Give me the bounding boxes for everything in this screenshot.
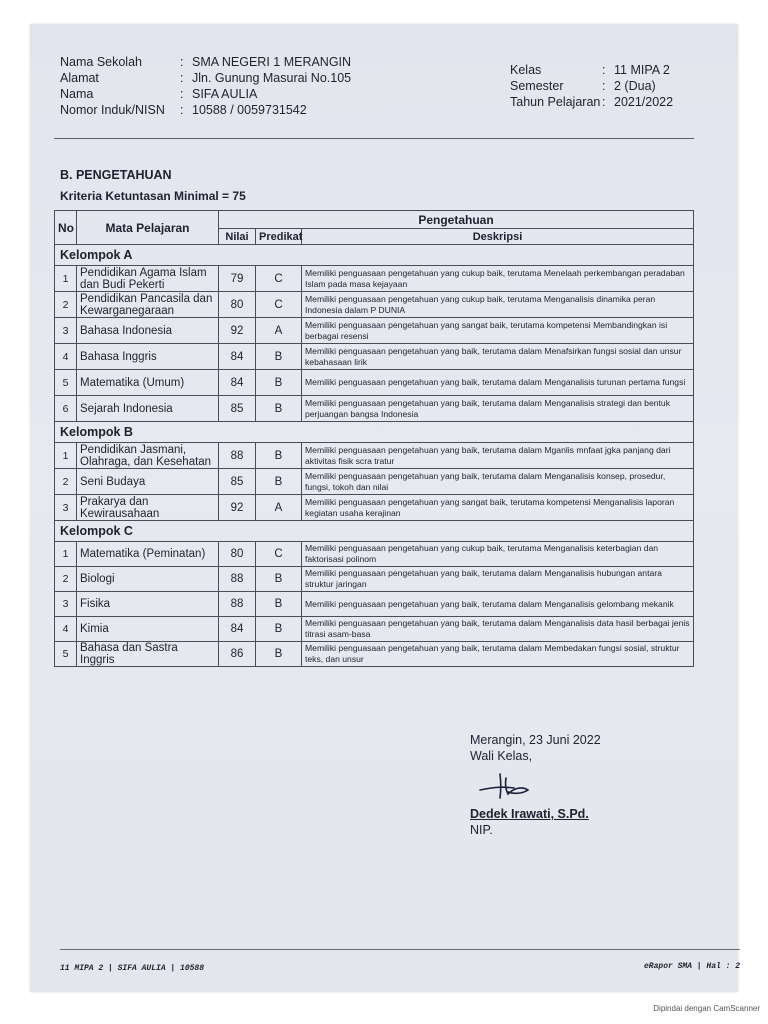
- table-row: [55, 443, 694, 469]
- row-number: 2: [55, 469, 77, 495]
- table-row: [55, 542, 694, 567]
- report-sheet: [54, 52, 698, 837]
- description-text: Memiliki penguasaan pengetahuan yang baik, terutama dalam Menganalisis strategi dan bentuk perjuangan bangsa Indonesia: [302, 396, 694, 422]
- kkm-line: [60, 189, 246, 203]
- group-title: Kelompok B: [55, 422, 694, 443]
- score-value: 85: [219, 396, 256, 422]
- subject-name: Fisika: [77, 592, 219, 617]
- subject-name: Pendidikan Agama Islam dan Budi Pekerti: [77, 266, 219, 292]
- info-semester: Semester : 2 (Dua): [510, 79, 656, 93]
- predicate-value: C: [256, 542, 302, 567]
- info-label: Alamat: [60, 71, 99, 85]
- predicate-value: A: [256, 495, 302, 521]
- subject-name: Bahasa Inggris: [77, 344, 219, 370]
- col-header-predicate: Predikat: [256, 229, 302, 245]
- kkm-label: Kriteria Ketuntasan Minimal: [60, 189, 219, 203]
- predicate-value: B: [256, 567, 302, 592]
- class-info: [510, 62, 673, 110]
- group-row: [55, 422, 694, 443]
- score-value: 79: [219, 266, 256, 292]
- subject-name: Biologi: [77, 567, 219, 592]
- table-row: [55, 292, 694, 318]
- teacher-name: Dedek Irawati, S.Pd.: [470, 807, 589, 821]
- scanner-watermark: Dipindai dengan CamScanner: [653, 1004, 760, 1013]
- predicate-value: A: [256, 318, 302, 344]
- info-value: 2021/2022: [614, 95, 674, 109]
- table-row: [55, 266, 694, 292]
- header-divider: [54, 138, 694, 139]
- score-value: 84: [219, 344, 256, 370]
- subject-name: Seni Budaya: [77, 469, 219, 495]
- col-header-no: No: [55, 211, 77, 245]
- table-row: [55, 495, 694, 521]
- score-value: 84: [219, 617, 256, 642]
- row-number: 3: [55, 318, 77, 344]
- table-row: [55, 642, 694, 667]
- info-class: Kelas : 11 MIPA 2: [510, 63, 670, 77]
- description-text: Memiliki penguasaan pengetahuan yang baik, terutama dalam Menganalisis data hasil berbagai jenis titrasi asam-basa: [302, 617, 694, 642]
- info-label: Tahun Pelajaran: [510, 95, 601, 109]
- predicate-value: B: [256, 344, 302, 370]
- description-text: Memiliki penguasaan pengetahuan yang sangat baik, terutama kompetensi Menganalisis laporan kegiatan usaha kerajinan: [302, 495, 694, 521]
- description-text: Memiliki penguasaan pengetahuan yang baik, terutama dalam Mganlis mnfaat jgka panjang dari aktivitas fisik scra tratur: [302, 443, 694, 469]
- info-name: Nama : SIFA AULIA: [60, 87, 258, 101]
- kkm-value: 75: [232, 189, 246, 203]
- row-number: 6: [55, 396, 77, 422]
- info-value: 2 (Dua): [614, 79, 656, 93]
- predicate-value: B: [256, 396, 302, 422]
- info-value: 11 MIPA 2: [614, 63, 670, 77]
- info-school: Nama Sekolah : SMA NEGERI 1 MERANGIN: [60, 55, 352, 69]
- footer-student: 11 MIPA 2 | SIFA AULIA | 10588: [60, 964, 205, 973]
- info-nisn: Nomor Induk/NISN : 10588 / 0059731542: [60, 103, 307, 117]
- description-text: Memiliki penguasaan pengetahuan yang sangat baik, terutama kompetensi Membandingkan isi berbagai resensi: [302, 318, 694, 344]
- table-row: [55, 396, 694, 422]
- row-number: 1: [55, 542, 77, 567]
- row-number: 1: [55, 443, 77, 469]
- description-text: Memiliki penguasaan pengetahuan yang baik, terutama dalam Membedakan fungsi sosial, struktur teks, dan unsur: [302, 642, 694, 667]
- subject-name: Matematika (Peminatan): [77, 542, 219, 567]
- row-number: 4: [55, 344, 77, 370]
- subject-name: Matematika (Umum): [77, 370, 219, 396]
- score-value: 88: [219, 592, 256, 617]
- footer-page: eRapor SMA | Hal : 2: [643, 962, 740, 971]
- description-text: Memiliki penguasaan pengetahuan yang cukup baik, terutama Menganalisis dinamika peran Indonesia dalam P DUNIA: [302, 292, 694, 318]
- row-number: 3: [55, 592, 77, 617]
- predicate-value: C: [256, 292, 302, 318]
- info-label: Nama Sekolah: [60, 55, 142, 69]
- predicate-value: B: [256, 642, 302, 667]
- score-value: 88: [219, 567, 256, 592]
- subject-name: Pendidikan Pancasila dan Kewarganegaraan: [77, 292, 219, 318]
- table-row: [55, 344, 694, 370]
- col-header-description: Deskripsi: [302, 229, 694, 245]
- score-value: 85: [219, 469, 256, 495]
- row-number: 4: [55, 617, 77, 642]
- description-text: Memiliki penguasaan pengetahuan yang cukup baik, terutama Menelaah perkembangan peradaban Islam pada masa kejayaan: [302, 266, 694, 292]
- subject-name: Kimia: [77, 617, 219, 642]
- student-info: [60, 54, 351, 118]
- table-row: [55, 592, 694, 617]
- description-text: Memiliki penguasaan pengetahuan yang cukup baik, terutama Menganalisis keterbagian dan faktorisasi polinom: [302, 542, 694, 567]
- group-row: [55, 245, 694, 266]
- info-value: SMA NEGERI 1 MERANGIN: [192, 55, 352, 69]
- score-value: 80: [219, 542, 256, 567]
- row-number: 1: [55, 266, 77, 292]
- sign-place-date: Merangin, 23 Juni 2022: [470, 733, 601, 747]
- row-number: 5: [55, 642, 77, 667]
- report-card-page: [30, 24, 738, 992]
- description-text: Memiliki penguasaan pengetahuan yang baik, terutama dalam Menganalisis gelombang mekanik: [302, 592, 694, 617]
- info-value: Jln. Gunung Masurai No.105: [192, 71, 352, 85]
- info-year: Tahun Pelajaran : 2021/2022: [510, 95, 674, 109]
- group-row: [55, 521, 694, 542]
- row-number: 2: [55, 567, 77, 592]
- teacher-nip: NIP.: [470, 823, 493, 837]
- sign-role: Wali Kelas,: [470, 749, 533, 763]
- predicate-value: B: [256, 617, 302, 642]
- subject-name: Sejarah Indonesia: [77, 396, 219, 422]
- col-header-subject: Mata Pelajaran: [77, 211, 219, 245]
- col-header-knowledge: Pengetahuan: [219, 211, 694, 229]
- grades-body: [55, 245, 694, 667]
- info-address: Alamat : Jln. Gunung Masurai No.105: [60, 71, 352, 85]
- score-value: 88: [219, 443, 256, 469]
- table-row: [55, 567, 694, 592]
- kkm-separator: =: [222, 189, 230, 203]
- table-row: [55, 318, 694, 344]
- col-header-score: Nilai: [219, 229, 256, 245]
- info-label: Kelas: [510, 63, 542, 77]
- score-value: 80: [219, 292, 256, 318]
- description-text: Memiliki penguasaan pengetahuan yang baik, terutama dalam Menganalisis konsep, prosedur, fungsi, tokoh dan nilai: [302, 469, 694, 495]
- signature-block: [470, 732, 601, 838]
- info-label: Nomor Induk/NISN: [60, 103, 165, 117]
- subject-name: Pendidikan Jasmani, Olahraga, dan Kesehatan: [77, 443, 219, 469]
- predicate-value: B: [256, 592, 302, 617]
- info-label: Semester: [510, 79, 564, 93]
- description-text: Memiliki penguasaan pengetahuan yang baik, terutama dalam Menafsirkan fungsi sosial dan unsur kebahasaan lirik: [302, 344, 694, 370]
- score-value: 86: [219, 642, 256, 667]
- table-row: [55, 370, 694, 396]
- group-title: Kelompok A: [55, 245, 694, 266]
- predicate-value: B: [256, 370, 302, 396]
- row-number: 2: [55, 292, 77, 318]
- description-text: Memiliki penguasaan pengetahuan yang baik, terutama dalam Menganalisis hubungan antara struktur jaringan: [302, 567, 694, 592]
- predicate-value: B: [256, 469, 302, 495]
- predicate-value: B: [256, 443, 302, 469]
- grades-table: [54, 210, 694, 667]
- subject-name: Prakarya dan Kewirausahaan: [77, 495, 219, 521]
- table-row: [55, 469, 694, 495]
- predicate-value: C: [256, 266, 302, 292]
- score-value: 84: [219, 370, 256, 396]
- info-value: SIFA AULIA: [192, 87, 258, 101]
- score-value: 92: [219, 318, 256, 344]
- student-header: [54, 52, 698, 124]
- row-number: 5: [55, 370, 77, 396]
- handwritten-signature: [470, 764, 601, 806]
- subject-name: Bahasa dan Sastra Inggris: [77, 642, 219, 667]
- info-label: Nama: [60, 87, 94, 101]
- footer-divider: [60, 949, 740, 950]
- table-row: [55, 617, 694, 642]
- subject-name: Bahasa Indonesia: [77, 318, 219, 344]
- section-title: B. PENGETAHUAN: [60, 168, 172, 182]
- group-title: Kelompok C: [55, 521, 694, 542]
- description-text: Memiliki penguasaan pengetahuan yang baik, terutama dalam Menganalisis turunan pertama fungsi: [302, 370, 694, 396]
- info-value: 10588 / 0059731542: [192, 103, 307, 117]
- score-value: 92: [219, 495, 256, 521]
- row-number: 3: [55, 495, 77, 521]
